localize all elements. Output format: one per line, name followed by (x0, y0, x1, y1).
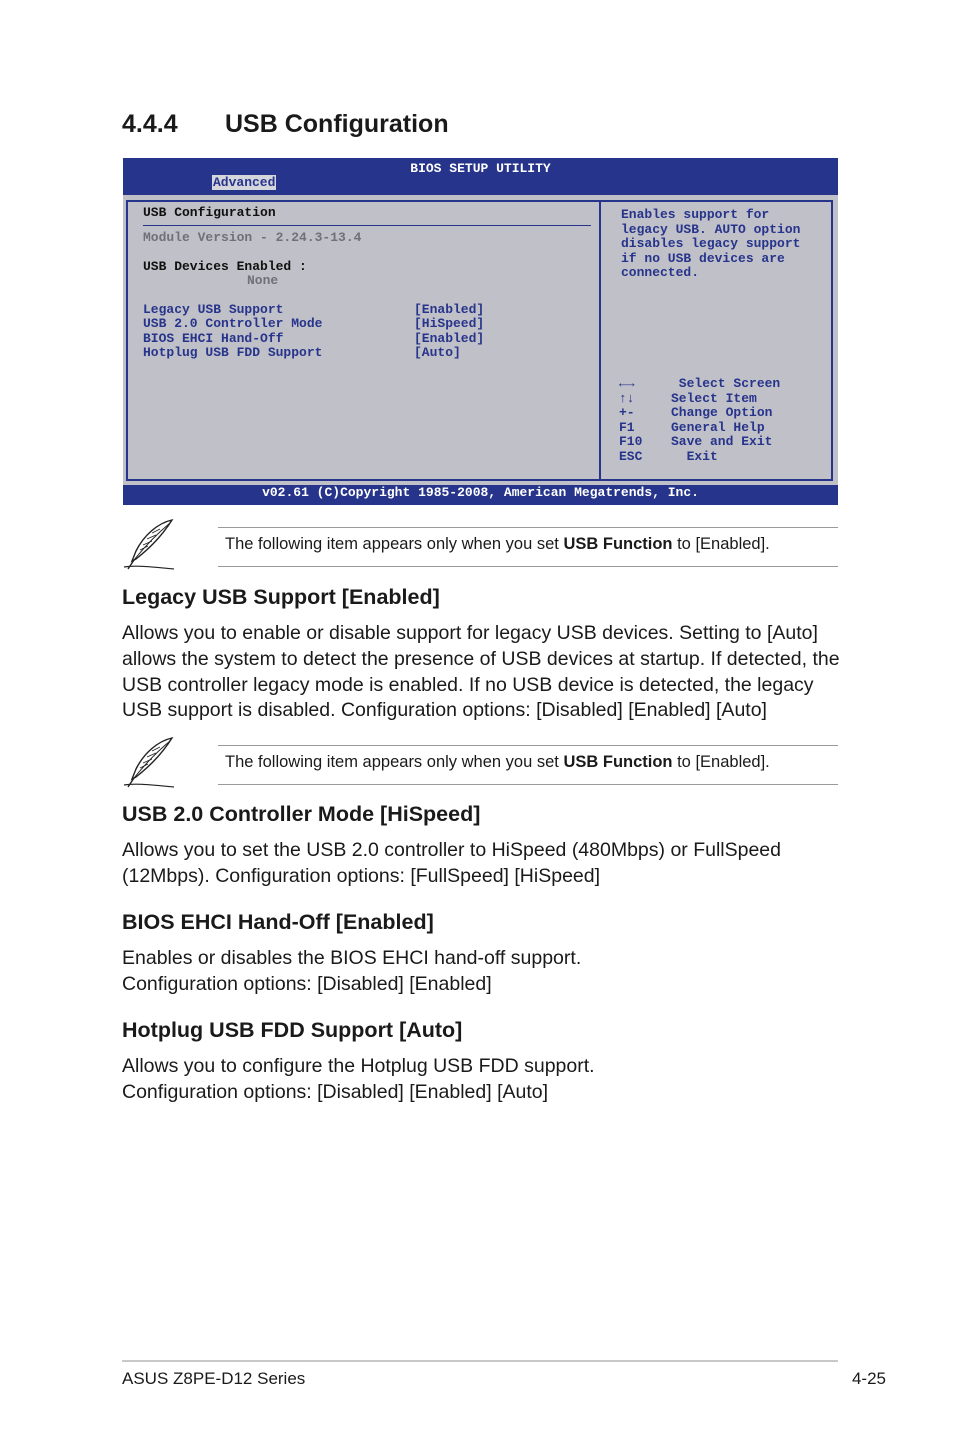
note-rule (218, 745, 838, 746)
key-row (619, 450, 780, 465)
bios-item-usb2-mode-value[interactable]: [HiSpeed] (414, 316, 485, 331)
key-label: F10 (619, 434, 643, 449)
bios-footer: v02.61 (C)Copyright 1985-2008, American Megatrends, Inc. (123, 485, 838, 505)
key-label: F1 (619, 419, 635, 435)
key-label: ESC (619, 448, 643, 464)
heading-hotplug: Hotplug USB FDD Support [Auto] (122, 1018, 463, 1042)
bios-key-legend (619, 377, 780, 464)
feather-quill-icon (122, 735, 178, 791)
key-action: Save and Exit (671, 434, 773, 449)
bios-item-ehci-value[interactable]: [Enabled] (414, 331, 485, 346)
bios-item-hotplug-label[interactable]: Hotplug USB FDD Support (143, 345, 323, 360)
note-text (225, 753, 770, 772)
note-bold: USB Function (563, 535, 673, 553)
bios-help-text: Enables support for legacy USB. AUTO option disables legacy support if no USB devices are connected. (621, 207, 809, 280)
bios-item-usb2-mode-label[interactable]: USB 2.0 Controller Mode (143, 316, 323, 331)
note-prefix: The following item appears only when you set (225, 535, 564, 553)
bios-module-version: Module Version - 2.24.3-13.4 (143, 230, 362, 245)
section-title-text: USB Configuration (225, 110, 449, 138)
bios-divider (599, 200, 601, 481)
key-action: General Help (671, 419, 765, 435)
key-action: Select Screen (671, 376, 781, 391)
note-box (122, 735, 838, 795)
key-action: Exit (671, 448, 718, 464)
bios-devices-value: None (247, 273, 279, 288)
key-row (619, 377, 780, 392)
note-rule (218, 784, 838, 785)
note-rule (218, 527, 838, 528)
body-hotplug (122, 1054, 847, 1106)
footer-product: ASUS Z8PE-D12 Series (122, 1369, 306, 1388)
bios-item-legacy-usb-label[interactable]: Legacy USB Support (143, 302, 284, 317)
note-box (122, 517, 838, 577)
bios-item-legacy-usb-value[interactable]: [Enabled] (414, 302, 485, 317)
section-title (122, 110, 449, 139)
bios-screen (123, 158, 838, 505)
heading-ehci: BIOS EHCI Hand-Off [Enabled] (122, 910, 434, 934)
heading-legacy-usb: Legacy USB Support [Enabled] (122, 585, 440, 609)
key-row (619, 435, 780, 450)
note-text (225, 535, 770, 554)
bios-item-hotplug-value[interactable]: [Auto] (414, 345, 461, 360)
note-suffix: to [Enabled]. (672, 753, 770, 771)
bios-item-ehci-label[interactable]: BIOS EHCI Hand-Off (143, 331, 284, 346)
arrow-up-down-icon: ↑↓ (619, 390, 635, 406)
key-row (619, 421, 780, 436)
body-hotplug-line1: Allows you to configure the Hotplug USB FDD support. (122, 1055, 595, 1077)
arrow-left-right-icon: ←→ (619, 376, 635, 391)
body-ehci-line2: Configuration options: [Disabled] [Enabled] (122, 972, 492, 995)
bios-panel-title: USB Configuration (143, 205, 276, 220)
section-number: 4.4.4 (122, 110, 178, 138)
body-ehci (122, 946, 847, 998)
bios-devices-label: USB Devices Enabled : (143, 259, 307, 274)
body-ehci-line1: Enables or disables the BIOS EHCI hand-off support. (122, 947, 582, 969)
key-action: Change Option (671, 405, 773, 420)
key-action: Select Item (671, 390, 757, 406)
footer-page-number: 4-25 (851, 1369, 886, 1388)
note-rule (218, 566, 838, 567)
note-bold: USB Function (563, 753, 673, 771)
bios-header (123, 158, 838, 195)
bios-panel-rule (143, 225, 591, 226)
note-suffix: to [Enabled]. (672, 535, 770, 553)
body-legacy-usb: Allows you to enable or disable support for legacy USB devices. Setting to [Auto] allows the system to detect the presence of USB devices at startup. If detected, the USB controller legacy mode is enabled. If no USB device is detected, the legacy USB support is disabled. Configuration options: [Disabled] [Enabled] [Auto] (122, 622, 840, 722)
body-hotplug-line2: Configuration options: [Disabled] [Enabled] [Auto] (122, 1080, 549, 1103)
key-row (619, 406, 780, 421)
key-label: +- (619, 405, 635, 420)
heading-usb2-mode: USB 2.0 Controller Mode [HiSpeed] (122, 802, 481, 826)
footer-rule (122, 1360, 838, 1362)
bios-tab-advanced[interactable]: Advanced (213, 175, 276, 190)
bios-title: BIOS SETUP UTILITY (410, 161, 551, 176)
body-usb2-mode: Allows you to set the USB 2.0 controller to HiSpeed (480Mbps) or FullSpeed (12Mbps). Configuration options: [FullSpeed] [HiSpeed] (122, 839, 782, 887)
feather-quill-icon (122, 517, 178, 573)
key-row (619, 392, 780, 407)
note-prefix: The following item appears only when you set (225, 753, 564, 771)
